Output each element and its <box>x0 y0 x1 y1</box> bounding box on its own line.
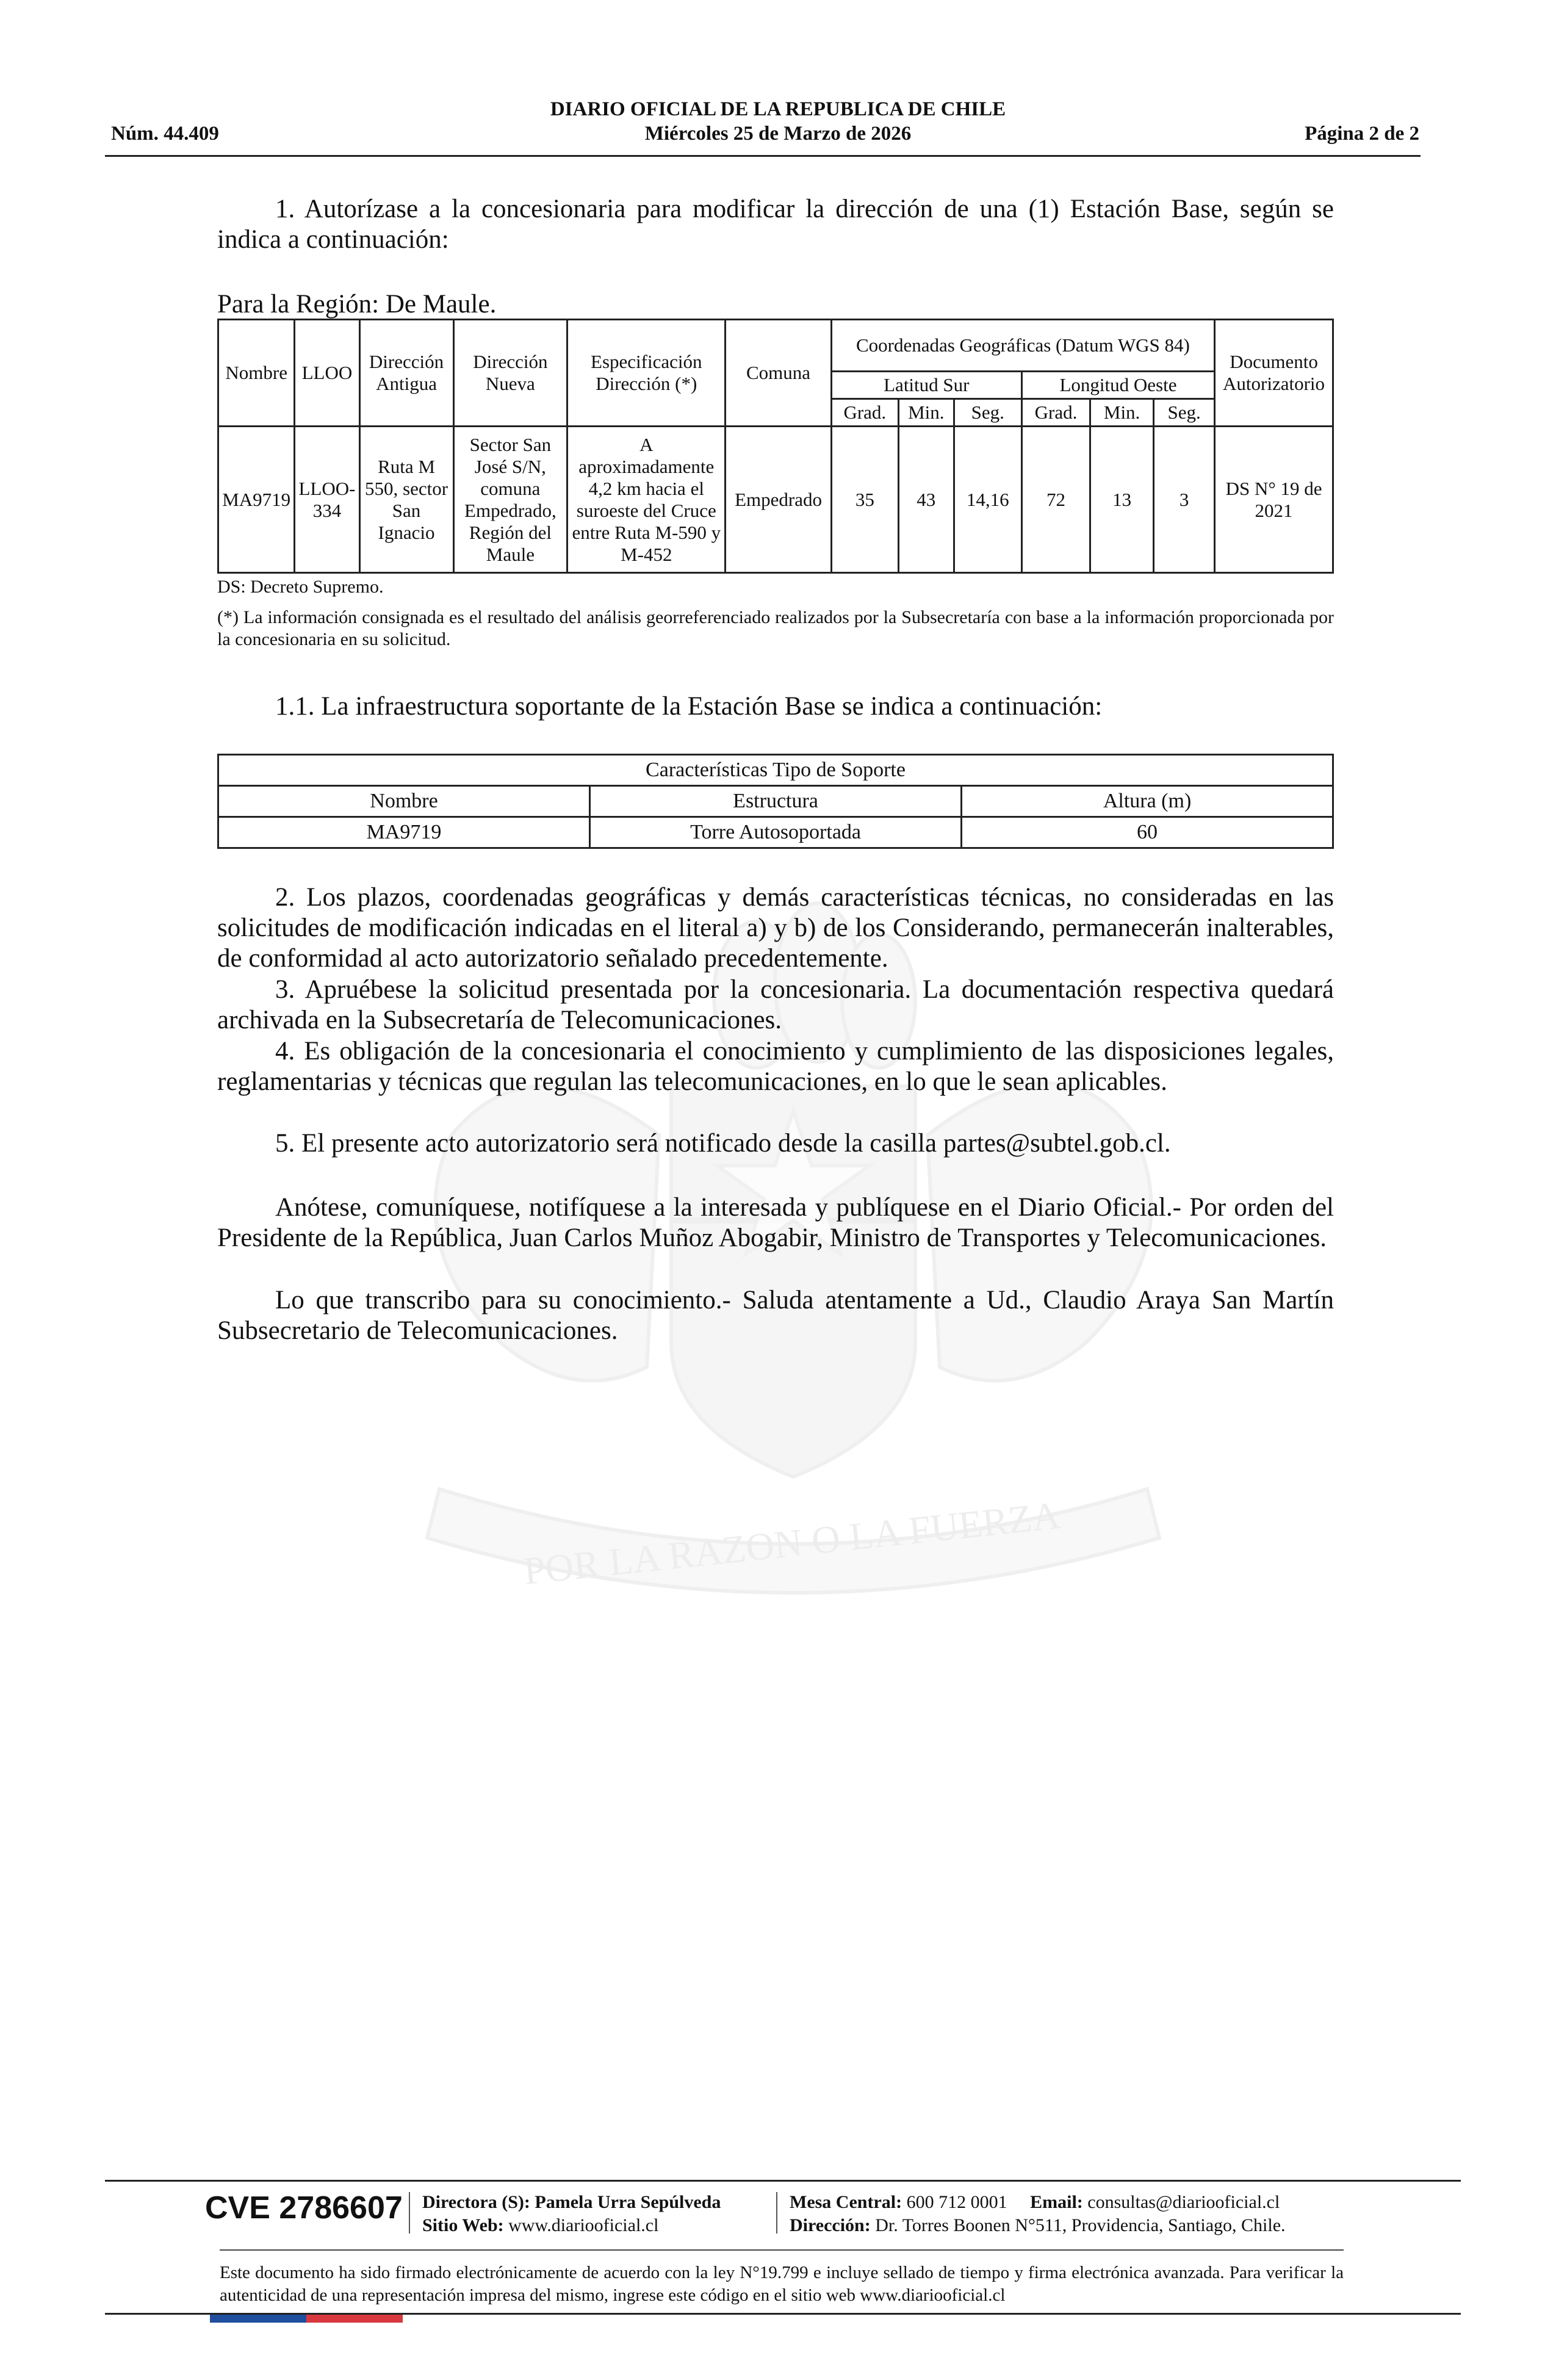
closing-paragraph: Anótese, comuníquese, notifíquese a la interesada y publíquese en el Diario Oficial.- Por orden del Presidente de la República, Juan Carlos Muñoz Abogabir, Ministro de Transportes y Telecomunicaciones. <box>217 1193 1334 1252</box>
cell-lon-min: 13 <box>1090 427 1154 573</box>
th-documento: Documento Autorizatorio <box>1215 320 1333 427</box>
sitio-link[interactable]: www.diariooficial.cl <box>508 2215 659 2235</box>
direccion-label: Dirección: <box>790 2215 871 2235</box>
th-dir-nueva: Dirección Nueva <box>453 320 567 427</box>
region-label: Para la Región: De Maule. <box>217 290 497 319</box>
support-table-title: Características Tipo de Soporte <box>218 755 1333 786</box>
cell-lon-seg: 3 <box>1154 427 1215 573</box>
directora-name: Pamela Urra Sepúlveda <box>535 2192 721 2212</box>
legal-notice: Este documento ha sido firmado electrónicamente de acuerdo con la ley N°19.799 e incluye sellado de tiempo y firma electrónica avanzada. Para verificar la autenticidad de una representación impresa del mismo, ingrese este código en el sitio web www.diariooficial.cl <box>220 2263 1344 2305</box>
support-th-altura: Altura (m) <box>962 786 1333 817</box>
paragraph-1: 1. Autorízase a la concesionaria para modificar la dirección de una (1) Estación Base, según se indica a continuación: <box>217 195 1334 254</box>
th-lat-seg: Seg. <box>954 399 1021 427</box>
direccion-value: Dr. Torres Boonen N°511, Providencia, Santiago, Chile. <box>875 2215 1286 2235</box>
th-lon-seg: Seg. <box>1154 399 1215 427</box>
th-especificacion: Especificación Dirección (*) <box>567 320 726 427</box>
footer-address <box>790 2214 1286 2237</box>
base-station-table <box>217 319 1334 574</box>
paragraph-5: 5. El presente acto autorizatorio será notificado desde la casilla partes@subtel.gob.cl. <box>275 1129 1171 1158</box>
mesa-phone: 600 712 0001 <box>906 2192 1007 2212</box>
th-longitud: Longitud Oeste <box>1021 371 1214 398</box>
asterisk-note: (*) La información consignada es el resultado del análisis georreferenciado realizados por la Subsecretaría con base a la información proporcionada por la concesionaria en su solicitud. <box>217 607 1334 649</box>
cell-lat-grad: 35 <box>831 427 898 573</box>
cell-lat-seg: 14,16 <box>954 427 1021 573</box>
cve-code: CVE 2786607 <box>205 2190 403 2226</box>
support-th-estructura: Estructura <box>589 786 961 817</box>
sitio-label: Sitio Web: <box>422 2215 504 2235</box>
directora-label: Directora (S): <box>422 2192 530 2212</box>
support-table <box>217 754 1334 849</box>
closing-signature: Lo que transcribo para su conocimiento.- Saluda atentamente a Ud., Claudio Araya San Martín Subsecretario de Telecomunicaciones. <box>217 1286 1334 1345</box>
header-divider <box>105 155 1421 157</box>
th-coordenadas: Coordenadas Geográficas (Datum WGS 84) <box>831 320 1214 372</box>
th-dir-antigua: Dirección Antigua <box>359 320 453 427</box>
flag-stripe-red <box>306 2315 403 2323</box>
cell-nombre: MA9719 <box>218 427 295 573</box>
flag-stripe-blue <box>210 2315 306 2323</box>
support-cell-estructura: Torre Autosoportada <box>589 817 961 848</box>
newspaper-title: DIARIO OFICIAL DE LA REPUBLICA DE CHILE <box>550 98 1006 120</box>
footer-separator <box>776 2192 777 2234</box>
email-link[interactable]: consultas@diariooficial.cl <box>1087 2192 1280 2212</box>
watermark-motto: POR LA RAZON O LA FUERZA <box>521 1493 1062 1593</box>
paragraph-1-1: 1.1. La infraestructura soportante de la Estación Base se indica a continuación: <box>275 692 1103 721</box>
footer-contact <box>790 2191 1280 2214</box>
th-lat-min: Min. <box>898 399 954 427</box>
support-cell-altura: 60 <box>962 817 1333 848</box>
cell-documento: DS N° 19 de 2021 <box>1215 427 1333 573</box>
paragraph-4: 4. Es obligación de la concesionaria el conocimiento y cumplimiento de las disposiciones legales, reglamentarias y técnicas que regulan las telecomunicaciones, en lo que le sean aplicables. <box>217 1037 1334 1096</box>
cell-lon-grad: 72 <box>1021 427 1090 573</box>
th-lon-min: Min. <box>1090 399 1154 427</box>
cell-lat-min: 43 <box>898 427 954 573</box>
cell-comuna: Empedrado <box>726 427 831 573</box>
issue-date: Miércoles 25 de Marzo de 2026 <box>644 123 912 145</box>
email-label: Email: <box>1030 2192 1083 2212</box>
footer-divider-mid <box>220 2249 1344 2251</box>
footer-sitio <box>422 2214 658 2237</box>
cell-dir-antigua: Ruta M 550, sector San Ignacio <box>359 427 453 573</box>
support-cell-nombre: MA9719 <box>218 817 590 848</box>
paragraph-2: 2. Los plazos, coordenadas geográficas y demás características técnicas, no consideradas en las solicitudes de modificación indicadas en el literal a) y b) de los Considerando, permanecerán inalterables, de conformidad al acto autorizatorio señalado precedentemente. <box>217 883 1334 973</box>
ds-note: DS: Decreto Supremo. <box>217 577 384 597</box>
cell-lloo: LLOO-334 <box>295 427 359 573</box>
paragraph-3: 3. Apruébese la solicitud presentada por la concesionaria. La documentación respectiva quedará archivada en la Subsecretaría de Telecomunicaciones. <box>217 975 1334 1034</box>
cell-especificacion: A aproximadamente 4,2 km hacia el suroeste del Cruce entre Ruta M-590 y M-452 <box>567 427 726 573</box>
issue-number: Núm. 44.409 <box>111 123 219 145</box>
th-lat-grad: Grad. <box>831 399 898 427</box>
mesa-label: Mesa Central: <box>790 2192 902 2212</box>
footer-separator <box>409 2192 410 2234</box>
support-th-nombre: Nombre <box>218 786 590 817</box>
footer-divider-top <box>105 2180 1461 2182</box>
footer-directora <box>422 2191 721 2214</box>
th-lloo: LLOO <box>295 320 359 427</box>
th-latitud: Latitud Sur <box>831 371 1021 398</box>
page-indicator: Página 2 de 2 <box>1305 123 1419 145</box>
th-nombre: Nombre <box>218 320 295 427</box>
th-comuna: Comuna <box>726 320 831 427</box>
th-lon-grad: Grad. <box>1021 399 1090 427</box>
cell-dir-nueva: Sector San José S/N, comuna Empedrado, Región del Maule <box>453 427 567 573</box>
